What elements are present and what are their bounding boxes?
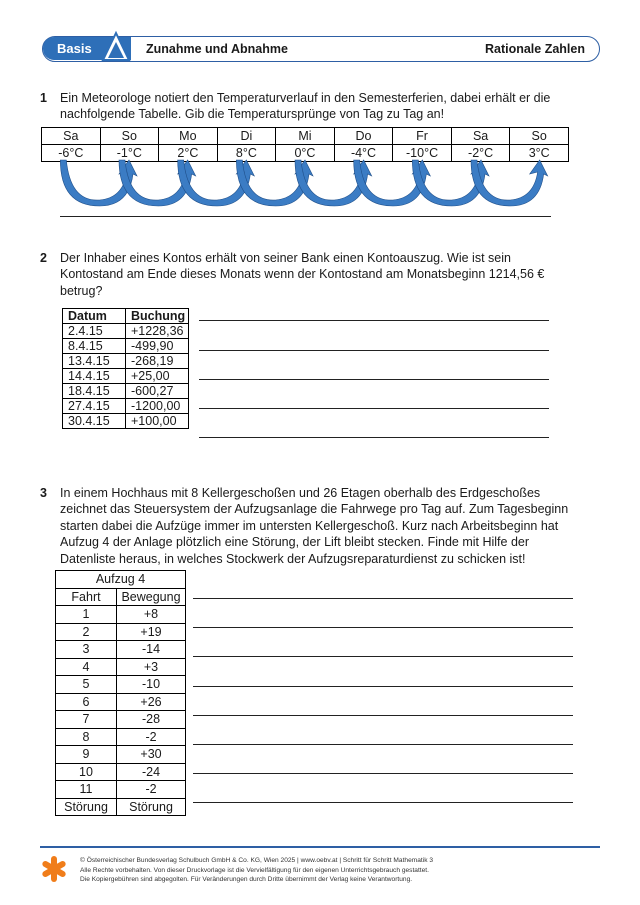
table-row xyxy=(56,798,186,816)
answer-line xyxy=(199,320,549,321)
movement-cell: -14 xyxy=(117,641,186,659)
amount-cell: +100,00 xyxy=(126,414,189,429)
day-cell: Do xyxy=(334,128,393,145)
movement-cell: -24 xyxy=(117,763,186,781)
table-header-row xyxy=(63,309,189,324)
table-row xyxy=(63,354,189,369)
table-row xyxy=(56,781,186,799)
amount-cell: -268,19 xyxy=(126,354,189,369)
ride-cell: 1 xyxy=(56,606,117,624)
temp-cell: -6°C xyxy=(42,145,101,162)
temp-cell: -4°C xyxy=(334,145,393,162)
temp-cell: 2°C xyxy=(159,145,218,162)
footer-copyright xyxy=(80,856,433,885)
ride-cell: 8 xyxy=(56,728,117,746)
publisher-logo-icon xyxy=(40,854,68,884)
temp-cell: 8°C xyxy=(217,145,276,162)
movement-cell: -2 xyxy=(117,781,186,799)
movement-cell: +19 xyxy=(117,623,186,641)
table-row xyxy=(56,746,186,764)
table-row xyxy=(56,623,186,641)
answer-line xyxy=(199,379,549,380)
table-row xyxy=(56,711,186,729)
ride-cell: 6 xyxy=(56,693,117,711)
table-row xyxy=(56,676,186,694)
task-2-line: betrug? xyxy=(60,283,103,298)
elevator-log-table xyxy=(55,570,186,816)
answer-line xyxy=(193,715,573,716)
table-row xyxy=(56,693,186,711)
answer-line xyxy=(193,686,573,687)
day-cell: Fr xyxy=(393,128,452,145)
bank-statement-table xyxy=(62,308,189,429)
table-row xyxy=(56,606,186,624)
day-cell: Mi xyxy=(276,128,335,145)
date-cell: 30.4.15 xyxy=(63,414,126,429)
answer-line xyxy=(199,408,549,409)
temp-cell: 3°C xyxy=(510,145,569,162)
answer-line xyxy=(193,773,573,774)
temp-cell: -10°C xyxy=(393,145,452,162)
task-3-line: In einem Hochhaus mit 8 Kellergeschoßen und 26 Etagen oberhalb des Erdgeschoßes xyxy=(60,486,541,500)
amount-cell: +1228,36 xyxy=(126,324,189,339)
day-cell: So xyxy=(510,128,569,145)
task-3-number: 3 xyxy=(40,486,47,500)
date-cell: 2.4.15 xyxy=(63,324,126,339)
date-cell: 27.4.15 xyxy=(63,399,126,414)
footer-line: Die Kopiergebühren sind abgegolten. Für Veränderungen durch Dritte übernimmt der Verlag keine Verantwortung. xyxy=(80,876,413,883)
amount-cell: -499,90 xyxy=(126,339,189,354)
temperature-jump-arrows xyxy=(0,158,640,208)
answer-line xyxy=(60,216,551,217)
task-2-number: 2 xyxy=(40,251,47,265)
table-row xyxy=(63,399,189,414)
table-row xyxy=(63,414,189,429)
movement-cell: Störung xyxy=(117,798,186,816)
date-cell: 8.4.15 xyxy=(63,339,126,354)
movement-cell: -2 xyxy=(117,728,186,746)
answer-line xyxy=(193,744,573,745)
movement-cell: +30 xyxy=(117,746,186,764)
table-row xyxy=(63,339,189,354)
task-3-text xyxy=(60,485,568,567)
footer-line: © Österreichischer Bundesverlag Schulbuch GmbH & Co. KG, Wien 2025 | www.oebv.at | Schritt für Schritt Mathematik 3 xyxy=(80,857,434,864)
day-cell: Di xyxy=(217,128,276,145)
table-row xyxy=(63,324,189,339)
column-header: Bewegung xyxy=(117,588,186,606)
amount-cell: +25,00 xyxy=(126,369,189,384)
table-title: Aufzug 4 xyxy=(56,571,186,589)
date-cell: 13.4.15 xyxy=(63,354,126,369)
day-cell: Sa xyxy=(451,128,510,145)
ride-cell: 10 xyxy=(56,763,117,781)
temp-cell: -2°C xyxy=(451,145,510,162)
task-1-text xyxy=(60,90,550,123)
task-3-line: zeichnet das Steuersystem der Aufzugsanlage die Fahrwege pro Tag auf. Zum Tagesbeginn xyxy=(60,502,569,517)
column-header: Buchung xyxy=(126,309,189,324)
task-2-line: Kontostand am Ende dieses Monats wenn der Kontostand am Monatsbeginn 1214,56 € xyxy=(60,267,545,282)
ride-cell: 9 xyxy=(56,746,117,764)
answer-line xyxy=(193,802,573,803)
task-1-number: 1 xyxy=(40,91,47,105)
answer-line xyxy=(193,598,573,599)
answer-line xyxy=(199,350,549,351)
amount-cell: -1200,00 xyxy=(126,399,189,414)
task-2-line: Der Inhaber eines Kontos erhält von seiner Bank einen Kontoauszug. Wie ist sein xyxy=(60,251,511,265)
movement-cell: -28 xyxy=(117,711,186,729)
task-2-text xyxy=(60,250,544,299)
table-row xyxy=(56,658,186,676)
movement-cell: +3 xyxy=(117,658,186,676)
date-cell: 14.4.15 xyxy=(63,369,126,384)
ride-cell: Störung xyxy=(56,798,117,816)
level-triangle-icon xyxy=(101,30,131,66)
column-header: Fahrt xyxy=(56,588,117,606)
date-cell: 18.4.15 xyxy=(63,384,126,399)
table-row xyxy=(63,384,189,399)
ride-cell: 2 xyxy=(56,623,117,641)
temp-cell: -1°C xyxy=(100,145,159,162)
worksheet-title: Zunahme und Abnahme xyxy=(146,42,288,56)
table-row xyxy=(63,369,189,384)
ride-cell: 7 xyxy=(56,711,117,729)
task-1-line: Ein Meteorologe notiert den Temperaturverlauf in den Semesterferien, dabei erhält er die xyxy=(60,91,551,105)
ride-cell: 11 xyxy=(56,781,117,799)
movement-cell: -10 xyxy=(117,676,186,694)
day-cell: Sa xyxy=(42,128,101,145)
ride-cell: 5 xyxy=(56,676,117,694)
answer-line xyxy=(193,627,573,628)
temperature-table xyxy=(41,127,569,162)
answer-line xyxy=(193,656,573,657)
level-label: Basis xyxy=(57,41,92,56)
table-row xyxy=(56,641,186,659)
answer-line xyxy=(199,437,549,438)
day-cell: So xyxy=(100,128,159,145)
ride-cell: 3 xyxy=(56,641,117,659)
footer-line: Alle Rechte vorbehalten. Von dieser Druckvorlage ist die Vervielfältigung für den eigenen Unterrichtsgebrauch gestattet. xyxy=(80,866,429,874)
column-header: Datum xyxy=(63,309,126,324)
day-cell: Mo xyxy=(159,128,218,145)
table-row xyxy=(56,728,186,746)
task-3-line: Datenliste heraus, in welches Stockwerk der Aufzugsreparaturdienst zu schicken ist! xyxy=(60,551,526,566)
movement-cell: +8 xyxy=(117,606,186,624)
worksheet-topic: Rationale Zahlen xyxy=(484,42,585,56)
table-header-row xyxy=(56,588,186,606)
task-3-line: Aufzug 4 der Anlage plötzlich eine Störung, der Lift bleibt stecken. Finde mit Hilfe der xyxy=(60,535,530,550)
footer-divider xyxy=(40,846,600,848)
table-title-row xyxy=(56,571,186,589)
amount-cell: -600,27 xyxy=(126,384,189,399)
days-row xyxy=(42,128,569,145)
temp-cell: 0°C xyxy=(276,145,335,162)
task-1-line: nachfolgende Tabelle. Gib die Temperatursprünge von Tag zu Tag an! xyxy=(60,107,445,122)
table-row xyxy=(56,763,186,781)
movement-cell: +26 xyxy=(117,693,186,711)
ride-cell: 4 xyxy=(56,658,117,676)
task-3-line: starten dabei die Aufzüge immer im untersten Kellergeschoß. Kurz nach Arbeitsbeginn hat xyxy=(60,518,559,533)
